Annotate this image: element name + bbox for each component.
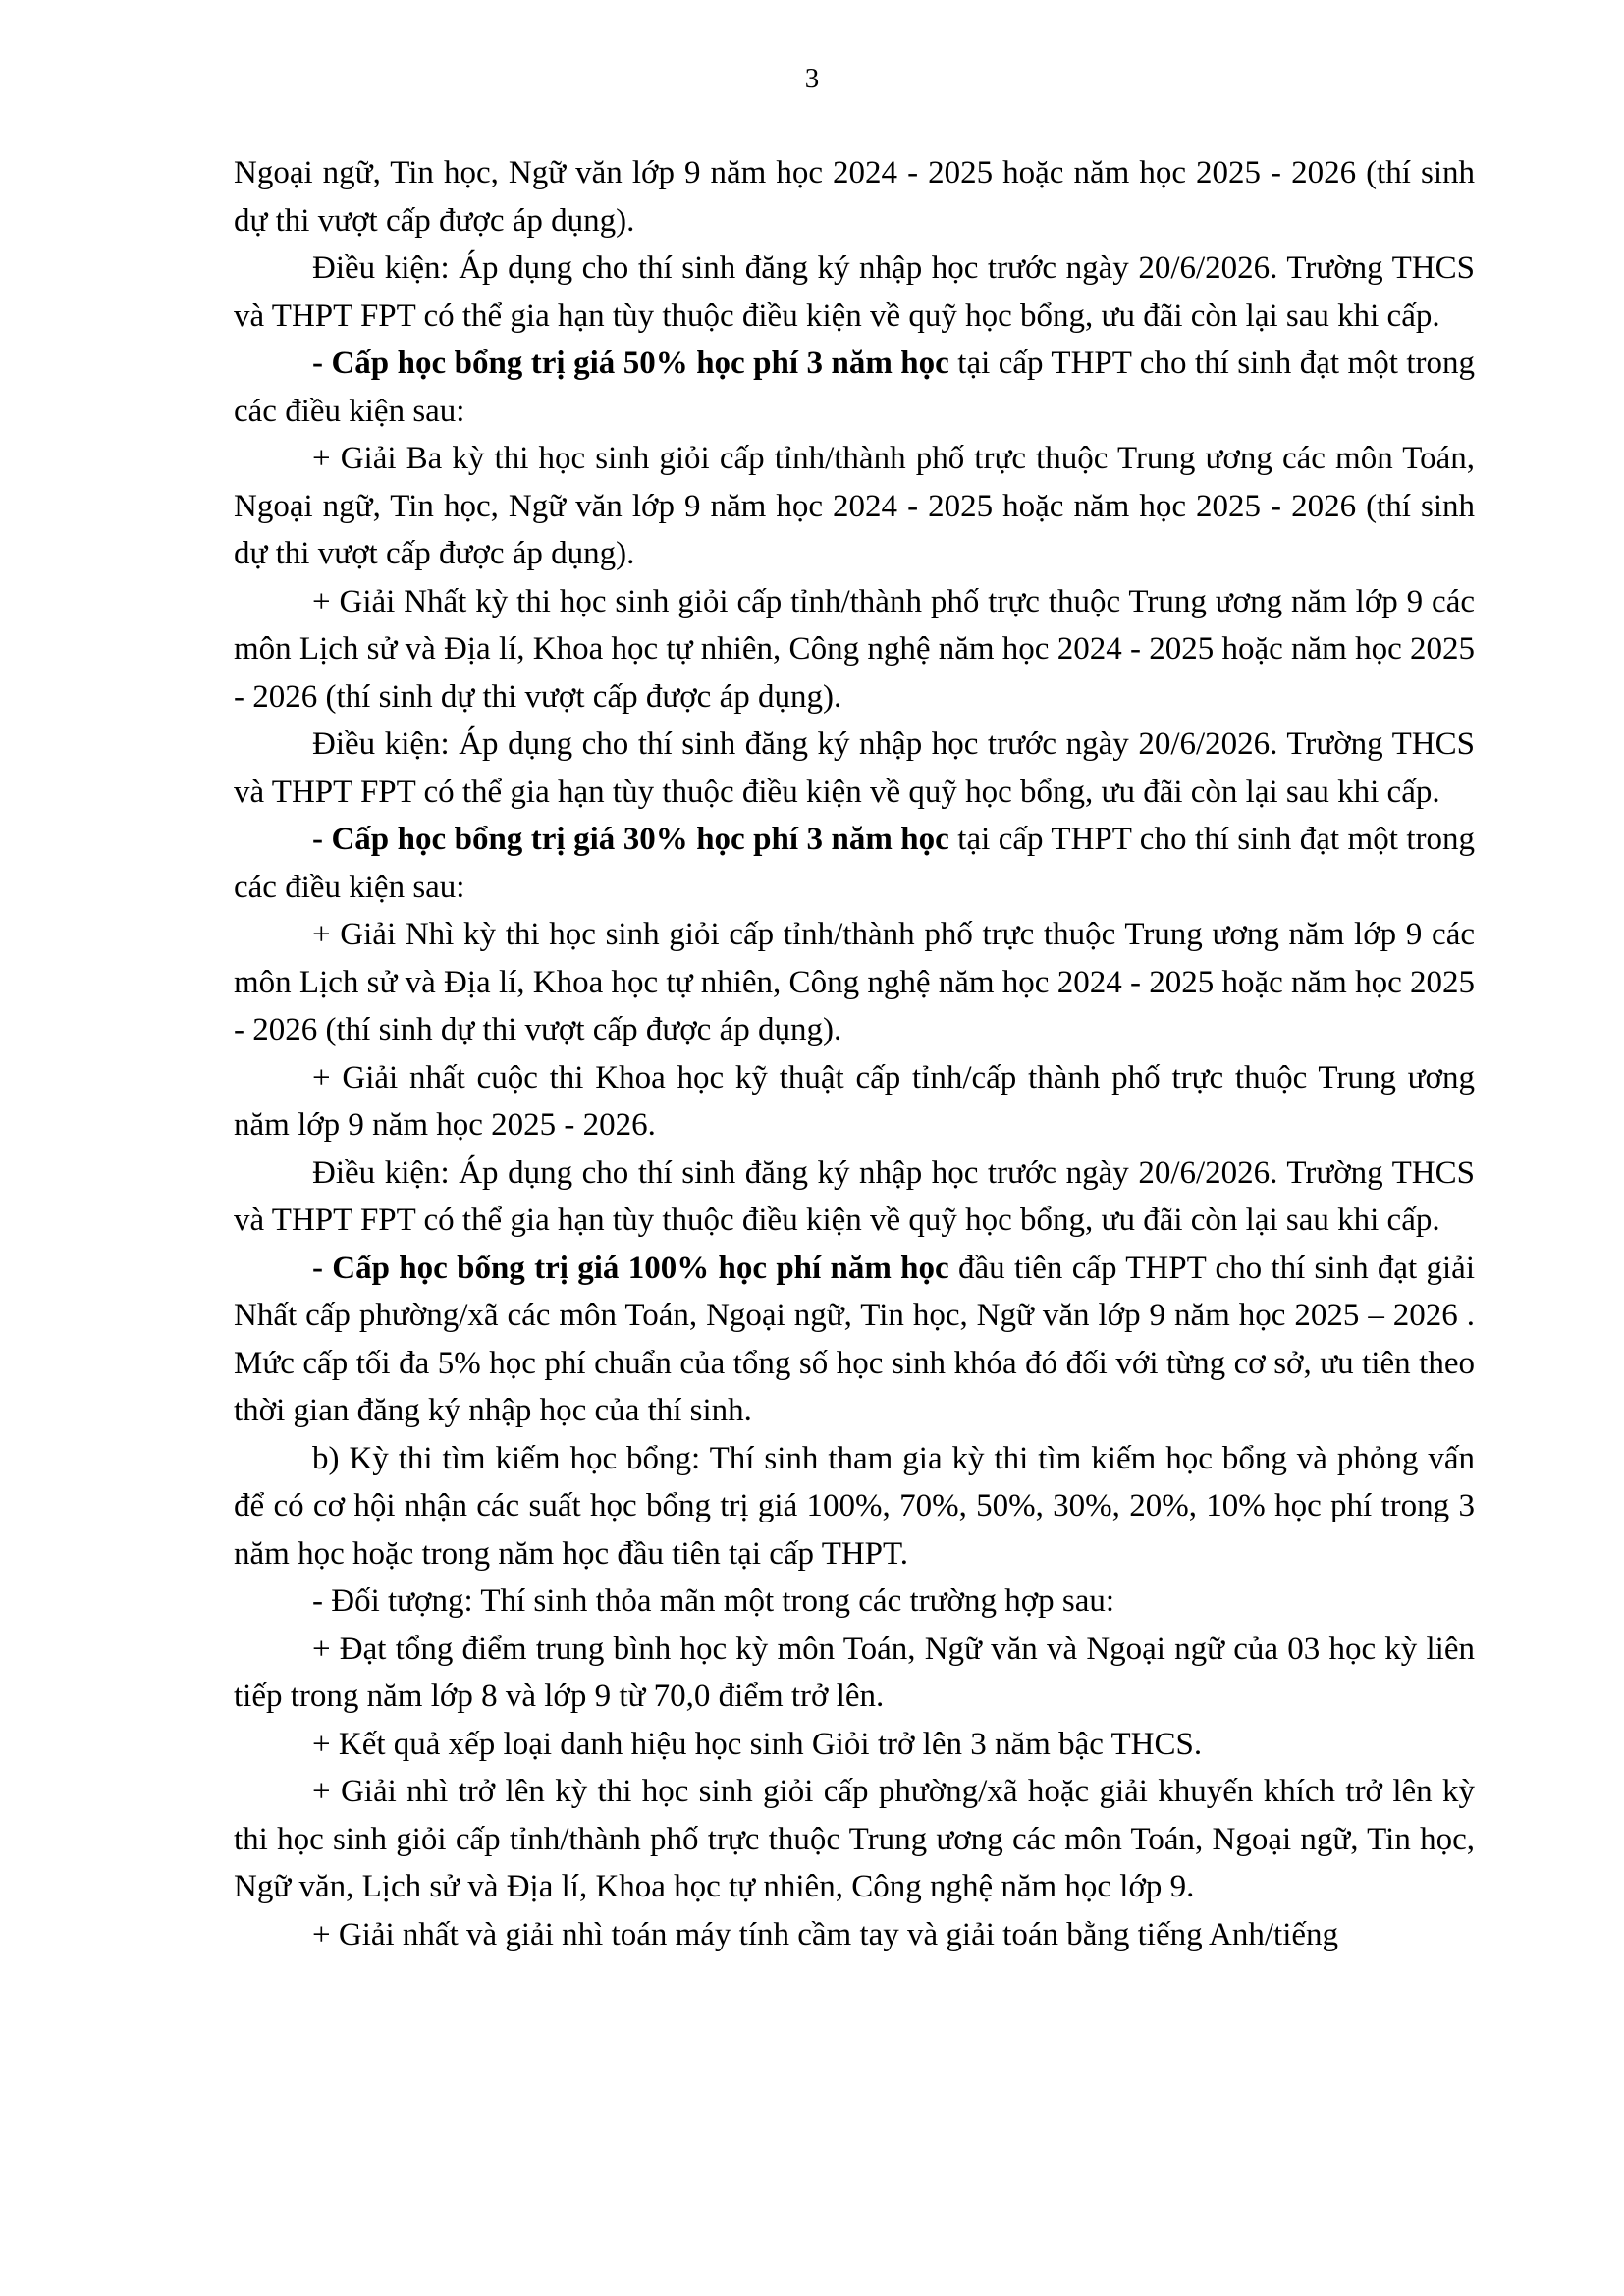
paragraph-9: + Giải nhất cuộc thi Khoa học kỹ thuật cấp tỉnh/cấp thành phố trực thuộc Trung ương năm lớp 9 năm học 2025 - 2026.	[234, 1059, 1475, 1143]
paragraph-17: + Giải nhất và giải nhì toán máy tính cầm tay và giải toán bằng tiếng Anh/tiếng	[312, 1916, 1339, 1952]
paragraph-2: Điều kiện: Áp dụng cho thí sinh đăng ký nhập học trước ngày 20/6/2026. Trường THCS và THPT FPT có thể gia hạn tùy thuộc điều kiện về quỹ học bổng, ưu đãi còn lại sau khi cấp.	[234, 250, 1475, 334]
paragraph-16: + Giải nhì trở lên kỳ thi học sinh giỏi cấp phường/xã hoặc giải khuyến khích trở lên kỳ thi học sinh giỏi cấp tỉnh/thành phố trực thuộc Trung ương các môn Toán, Ngoại ngữ, Tin học, Ngữ văn, Lịch sử và Địa lí, Khoa học tự nhiên, Công nghệ năm học lớp 9.	[234, 1774, 1475, 1904]
paragraph-14: + Đạt tổng điểm trung bình học kỳ môn Toán, Ngữ văn và Ngoại ngữ của 03 học kỳ liên tiếp trong năm lớp 8 và lớp 9 từ 70,0 điểm trở lên.	[234, 1630, 1475, 1714]
paragraph-5: + Giải Nhất kỳ thi học sinh giỏi cấp tỉnh/thành phố trực thuộc Trung ương năm lớp 9 các môn Lịch sử và Địa lí, Khoa học tự nhiên, Công nghệ năm học 2024 - 2025 hoặc năm học 2025 - 2026 (thí sinh dự thi vượt cấp được áp dụng).	[234, 583, 1475, 715]
paragraph-11: - Cấp học bổng trị giá 100% học phí năm học đầu tiên cấp THPT cho thí sinh đạt giải Nhất cấp phường/xã các môn Toán, Ngoại ngữ, Tin học, Ngữ văn lớp 9 năm học 2025 – 2026 . Mức cấp tối đa 5% học phí chuẩn của tổng số học sinh khóa đó đối với từng cơ sở, ưu tiên theo thời gian đăng ký nhập học của thí sinh.	[234, 1250, 1475, 1428]
scholarship-50-heading: - Cấp học bổng trị giá 50% học phí 3 năm học	[312, 346, 949, 381]
paragraph-3: - Cấp học bổng trị giá 50% học phí 3 năm học tại cấp THPT cho thí sinh đạt một trong các điều kiện sau:	[234, 346, 1475, 429]
scholarship-30-heading: - Cấp học bổng trị giá 30% học phí 3 năm học	[312, 822, 949, 857]
paragraph-4: + Giải Ba kỳ thi học sinh giỏi cấp tỉnh/thành phố trực thuộc Trung ương các môn Toán, Ngoại ngữ, Tin học, Ngữ văn lớp 9 năm học 2024 - 2025 hoặc năm học 2025 - 2026 (thí sinh dự thi vượt cấp được áp dụng).	[234, 441, 1475, 571]
paragraph-6: Điều kiện: Áp dụng cho thí sinh đăng ký nhập học trước ngày 20/6/2026. Trường THCS và THPT FPT có thể gia hạn tùy thuộc điều kiện về quỹ học bổng, ưu đãi còn lại sau khi cấp.	[234, 726, 1475, 810]
paragraph-12: b) Kỳ thi tìm kiếm học bổng: Thí sinh tham gia kỳ thi tìm kiếm học bổng và phỏng vấn để có cơ hội nhận các suất học bổng trị giá 100%, 70%, 50%, 30%, 20%, 10% học phí trong 3 năm học hoặc trong năm học đầu tiên tại cấp THPT.	[234, 1440, 1475, 1572]
scholarship-100-heading: - Cấp học bổng trị giá 100% học phí năm học	[312, 1250, 949, 1286]
paragraph-15: + Kết quả xếp loại danh hiệu học sinh Giỏi trở lên 3 năm bậc THCS.	[312, 1726, 1203, 1762]
paragraph-7: - Cấp học bổng trị giá 30% học phí 3 năm học tại cấp THPT cho thí sinh đạt một trong các điều kiện sau:	[234, 822, 1475, 905]
paragraph-13: - Đối tượng: Thí sinh thỏa mãn một trong các trường hợp sau:	[312, 1583, 1115, 1619]
paragraph-1: Ngoại ngữ, Tin học, Ngữ văn lớp 9 năm học 2024 - 2025 hoặc năm học 2025 - 2026 (thí sinh dự thi vượt cấp được áp dụng).	[234, 155, 1475, 239]
document-body	[234, 149, 1475, 1958]
paragraph-10: Điều kiện: Áp dụng cho thí sinh đăng ký nhập học trước ngày 20/6/2026. Trường THCS và THPT FPT có thể gia hạn tùy thuộc điều kiện về quỹ học bổng, ưu đãi còn lại sau khi cấp.	[234, 1154, 1475, 1238]
paragraph-8: + Giải Nhì kỳ thi học sinh giỏi cấp tỉnh/thành phố trực thuộc Trung ương năm lớp 9 các môn Lịch sử và Địa lí, Khoa học tự nhiên, Công nghệ năm học 2024 - 2025 hoặc năm học 2025 - 2026 (thí sinh dự thi vượt cấp được áp dụng).	[234, 917, 1475, 1047]
page-number: 3	[804, 63, 820, 94]
